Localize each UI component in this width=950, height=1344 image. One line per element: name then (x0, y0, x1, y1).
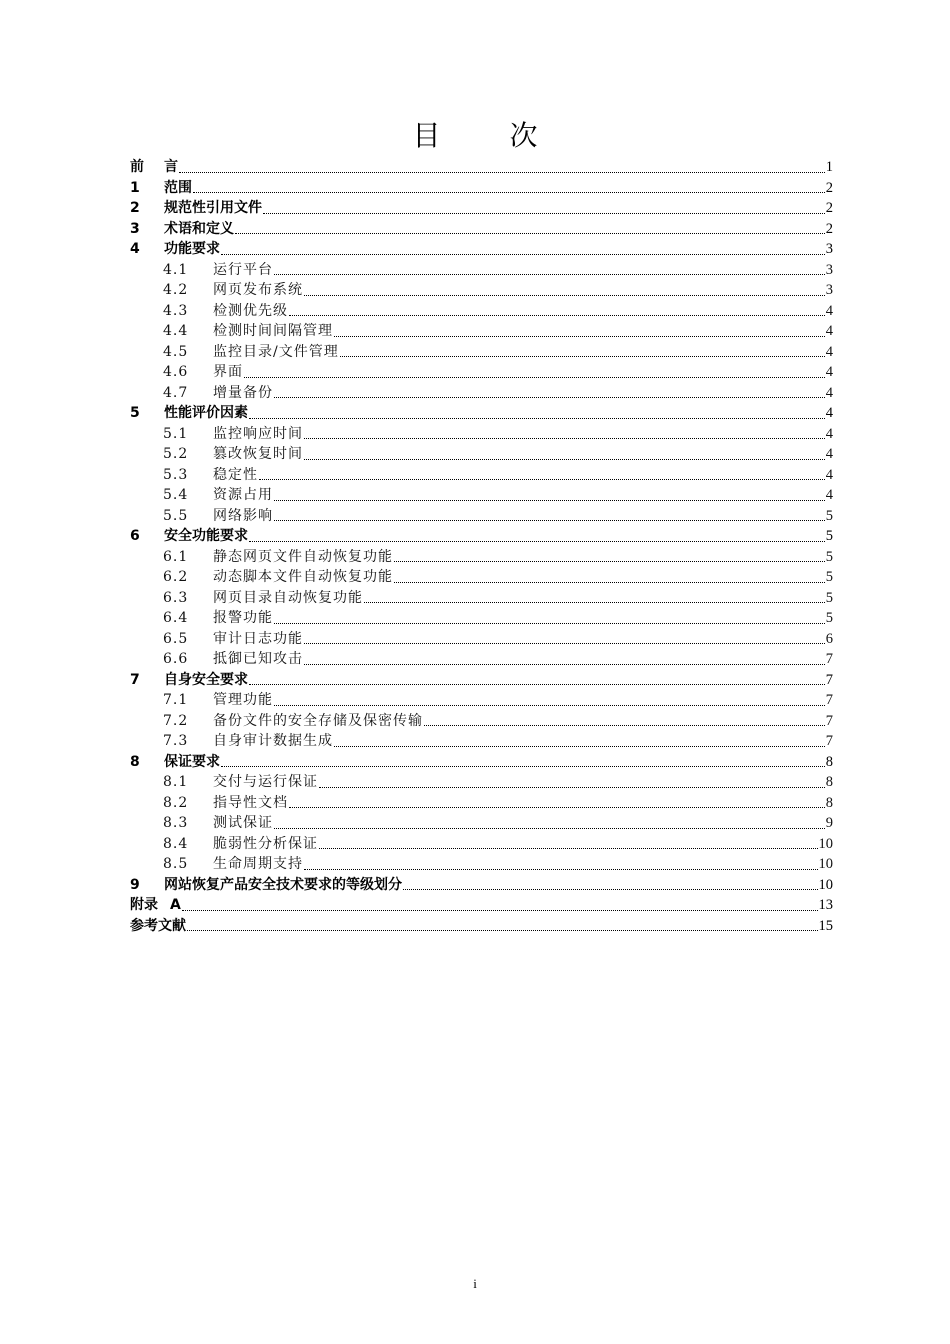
toc-entry-title: 测试保证 (213, 815, 273, 831)
toc-entry[interactable] (130, 895, 833, 916)
toc-leader-dots (187, 930, 818, 931)
toc-entry-number: 6.5 (163, 630, 189, 647)
toc-entry[interactable] (130, 321, 833, 342)
toc-entry-title: 审计日志功能 (213, 630, 303, 647)
toc-entry-number: 3 (130, 220, 140, 237)
toc-leader-dots (424, 725, 825, 726)
toc-leader-dots (274, 828, 825, 829)
toc-entry-page: 4 (825, 487, 833, 503)
toc-entry-page: 2 (825, 220, 833, 237)
toc-entry-title: 功能要求 (164, 241, 220, 257)
toc-entry-title: 篡改恢复时间 (213, 446, 303, 462)
toc-entry[interactable] (130, 383, 833, 404)
toc-entry-number: 5.1 (163, 425, 189, 442)
toc-entry-number: 5.5 (163, 507, 189, 524)
toc-entry-page: 8 (825, 774, 833, 790)
toc-entry-title: 监控目录/文件管理 (213, 343, 339, 360)
toc-leader-dots (235, 233, 825, 234)
toc-entry-page: 8 (825, 753, 833, 770)
toc-entry-title: 网站恢复产品安全技术要求的等级划分 (164, 876, 402, 893)
toc-entry-page: 3 (825, 261, 833, 278)
toc-entry[interactable] (130, 506, 833, 527)
toc-entry-title: 术语和定义 (164, 220, 234, 237)
toc-entry[interactable] (130, 629, 833, 650)
toc-entry-page: 2 (825, 179, 833, 196)
toc-entry-page: 7 (825, 692, 833, 708)
toc-entry[interactable] (130, 239, 833, 260)
toc-entry[interactable] (130, 690, 833, 711)
toc-entry-page: 5 (825, 569, 833, 585)
toc-entry-page: 4 (825, 466, 833, 483)
toc-entry[interactable] (130, 567, 833, 588)
toc-entry-page: 7 (825, 733, 833, 749)
toc-entry[interactable] (130, 649, 833, 670)
toc-entry[interactable] (130, 301, 833, 322)
toc-entry-title: 抵御已知攻击 (213, 651, 303, 667)
toc-entry-title: 运行平台 (213, 261, 273, 278)
toc-entry-title: 增量备份 (213, 384, 273, 401)
toc-entry-number: 参考文献 (130, 917, 186, 934)
toc-entry-number: 2 (130, 200, 140, 216)
toc-entry-page: 5 (825, 507, 833, 524)
toc-entry-title: 管理功能 (213, 692, 273, 708)
toc-leader-dots (304, 438, 825, 439)
toc-entry-number: 8.1 (163, 774, 189, 790)
toc-entry-title: 网页目录自动恢复功能 (213, 589, 363, 606)
toc-entry-number: 4.2 (163, 282, 189, 298)
toc-entry[interactable] (130, 711, 833, 732)
page-title: 目 次 (412, 119, 568, 152)
toc-leader-dots (394, 582, 825, 583)
toc-entry-title: 自身审计数据生成 (213, 733, 333, 749)
toc-leader-dots (364, 602, 825, 603)
toc-leader-dots (274, 520, 825, 521)
toc-entry-number: 8.3 (163, 815, 189, 831)
toc-entry-number: 4.4 (163, 323, 189, 339)
toc-entry-title: 网络影响 (213, 507, 273, 524)
toc-entry-page: 10 (818, 876, 833, 893)
toc-entry-page: 10 (818, 856, 833, 872)
toc-entry[interactable] (130, 588, 833, 609)
toc-leader-dots (304, 459, 825, 460)
toc-entry-number: 4.7 (163, 384, 189, 401)
toc-entry-title: 界面 (213, 364, 243, 380)
toc-entry[interactable] (130, 342, 833, 363)
toc-leader-dots (179, 172, 825, 173)
toc-entry-page: 4 (825, 405, 833, 421)
toc-entry[interactable] (130, 198, 833, 219)
toc-entry-page: 7 (825, 651, 833, 667)
toc-entry-page: 6 (825, 630, 833, 647)
toc-leader-dots (304, 664, 825, 665)
toc-entry[interactable] (130, 608, 833, 629)
toc-leader-dots (304, 869, 818, 870)
toc-entry-title: 性能评价因素 (164, 405, 248, 421)
toc-entry-number: 8.2 (163, 794, 189, 811)
table-of-contents (130, 157, 833, 936)
toc-entry-title: 生命周期支持 (213, 856, 303, 872)
toc-entry[interactable] (130, 854, 833, 875)
toc-entry[interactable] (130, 403, 833, 424)
toc-entry[interactable] (130, 670, 833, 691)
toc-leader-dots (394, 561, 825, 562)
toc-leader-dots (249, 684, 825, 685)
toc-leader-dots (244, 377, 825, 378)
toc-entry-title: 备份文件的安全存储及保密传输 (213, 712, 423, 729)
toc-entry-page: 13 (818, 897, 833, 913)
toc-entry-page: 3 (825, 282, 833, 298)
toc-entry-number: 8 (130, 753, 140, 770)
toc-entry-title: 静态网页文件自动恢复功能 (213, 548, 393, 565)
toc-entry-page: 4 (825, 323, 833, 339)
toc-entry[interactable] (130, 526, 833, 547)
toc-entry-page: 1 (825, 159, 833, 175)
toc-entry[interactable] (130, 465, 833, 486)
toc-entry-number: 5.3 (163, 466, 189, 483)
toc-entry-number: 8.4 (163, 835, 189, 852)
toc-leader-dots (193, 192, 825, 193)
toc-leader-dots (274, 274, 825, 275)
toc-entry-number: 6.3 (163, 589, 189, 606)
toc-entry-number: 附录 (130, 897, 158, 913)
toc-leader-dots (289, 315, 825, 316)
toc-entry-page: 5 (825, 589, 833, 606)
toc-entry-number: 4.3 (163, 302, 189, 319)
toc-entry[interactable] (130, 793, 833, 814)
toc-entry-number: 6.4 (163, 610, 189, 626)
toc-leader-dots (274, 500, 825, 501)
toc-entry[interactable] (130, 424, 833, 445)
toc-entry[interactable] (130, 280, 833, 301)
toc-entry-title: 交付与运行保证 (213, 774, 318, 790)
toc-entry-title: 自身安全要求 (164, 671, 248, 688)
page-number: i (473, 1276, 477, 1291)
toc-entry-number: 7.2 (163, 712, 189, 729)
toc-entry-number: 6.6 (163, 651, 189, 667)
toc-leader-dots (274, 705, 825, 706)
toc-entry-page: 5 (825, 610, 833, 626)
toc-entry-title: 检测优先级 (213, 302, 288, 319)
toc-leader-dots (304, 643, 825, 644)
toc-entry[interactable] (130, 362, 833, 383)
toc-leader-dots (221, 254, 825, 255)
toc-entry-title: 动态脚本文件自动恢复功能 (213, 569, 393, 585)
toc-entry-title: 网页发布系统 (213, 282, 303, 298)
toc-entry-title: A (170, 897, 181, 913)
toc-entry[interactable] (130, 485, 833, 506)
toc-entry-title: 监控响应时间 (213, 425, 303, 442)
toc-entry[interactable] (130, 157, 833, 178)
toc-leader-dots (289, 807, 825, 808)
toc-entry-title: 指导性文档 (213, 794, 288, 811)
toc-leader-dots (274, 397, 825, 398)
toc-entry-page: 4 (825, 384, 833, 401)
toc-leader-dots (274, 623, 825, 624)
toc-entry-number: 8.5 (163, 856, 189, 872)
toc-entry-page: 2 (825, 200, 833, 216)
toc-entry-number: 4.1 (163, 261, 189, 278)
toc-leader-dots (319, 787, 825, 788)
toc-entry-title: 范围 (164, 179, 192, 196)
toc-entry-number: 5.4 (163, 487, 189, 503)
toc-leader-dots (304, 295, 825, 296)
toc-entry-page: 3 (825, 241, 833, 257)
toc-entry-title: 稳定性 (213, 466, 258, 483)
toc-entry-number: 4.5 (163, 343, 189, 360)
toc-entry[interactable] (130, 875, 833, 896)
toc-entry[interactable] (130, 834, 833, 855)
toc-entry-number: 7 (130, 671, 140, 688)
toc-leader-dots (403, 889, 818, 890)
toc-leader-dots (259, 479, 825, 480)
toc-entry-number: 6.2 (163, 569, 189, 585)
toc-entry-page: 7 (825, 712, 833, 729)
toc-entry-page: 9 (825, 815, 833, 831)
toc-leader-dots (249, 541, 825, 542)
toc-entry-title: 报警功能 (213, 610, 273, 626)
toc-entry-page: 5 (825, 548, 833, 565)
toc-entry[interactable] (130, 731, 833, 752)
toc-entry-page: 7 (825, 671, 833, 688)
toc-leader-dots (334, 746, 825, 747)
toc-entry-title: 资源占用 (213, 487, 273, 503)
toc-entry-title: 保证要求 (164, 753, 220, 770)
toc-entry-number: 6 (130, 528, 140, 544)
toc-entry-page: 10 (818, 835, 833, 852)
toc-entry-title: 言 (164, 159, 178, 175)
toc-leader-dots (263, 213, 825, 214)
toc-entry-page: 15 (818, 917, 833, 934)
toc-entry-number: 7.1 (163, 692, 189, 708)
toc-entry[interactable] (130, 260, 833, 281)
toc-entry-title: 安全功能要求 (164, 528, 248, 544)
toc-entry-number: 前 (130, 159, 144, 175)
toc-entry-page: 4 (825, 425, 833, 442)
toc-entry-number: 1 (130, 179, 140, 196)
toc-entry[interactable] (130, 772, 833, 793)
toc-leader-dots (249, 418, 825, 419)
toc-entry[interactable] (130, 178, 833, 199)
toc-entry-number: 5.2 (163, 446, 189, 462)
toc-entry-page: 4 (825, 302, 833, 319)
toc-leader-dots (319, 848, 818, 849)
toc-leader-dots (221, 766, 825, 767)
toc-entry-number: 7.3 (163, 733, 189, 749)
toc-entry-page: 8 (825, 794, 833, 811)
toc-entry-page: 5 (825, 528, 833, 544)
toc-entry-page: 4 (825, 343, 833, 360)
toc-entry-title: 规范性引用文件 (164, 200, 262, 216)
toc-entry-title: 脆弱性分析保证 (213, 835, 318, 852)
toc-entry[interactable] (130, 813, 833, 834)
toc-entry[interactable] (130, 752, 833, 773)
toc-entry-page: 4 (825, 364, 833, 380)
toc-leader-dots (182, 910, 818, 911)
toc-entry-title: 检测时间间隔管理 (213, 323, 333, 339)
toc-entry-number: 4 (130, 241, 140, 257)
toc-entry-number: 6.1 (163, 548, 189, 565)
toc-entry-number: 9 (130, 876, 140, 893)
toc-entry-number: 4.6 (163, 364, 189, 380)
toc-entry-number: 5 (130, 405, 140, 421)
toc-entry[interactable] (130, 916, 833, 937)
toc-leader-dots (340, 356, 825, 357)
toc-entry-page: 4 (825, 446, 833, 462)
toc-entry[interactable] (130, 547, 833, 568)
toc-leader-dots (334, 336, 825, 337)
toc-entry[interactable] (130, 219, 833, 240)
toc-entry[interactable] (130, 444, 833, 465)
